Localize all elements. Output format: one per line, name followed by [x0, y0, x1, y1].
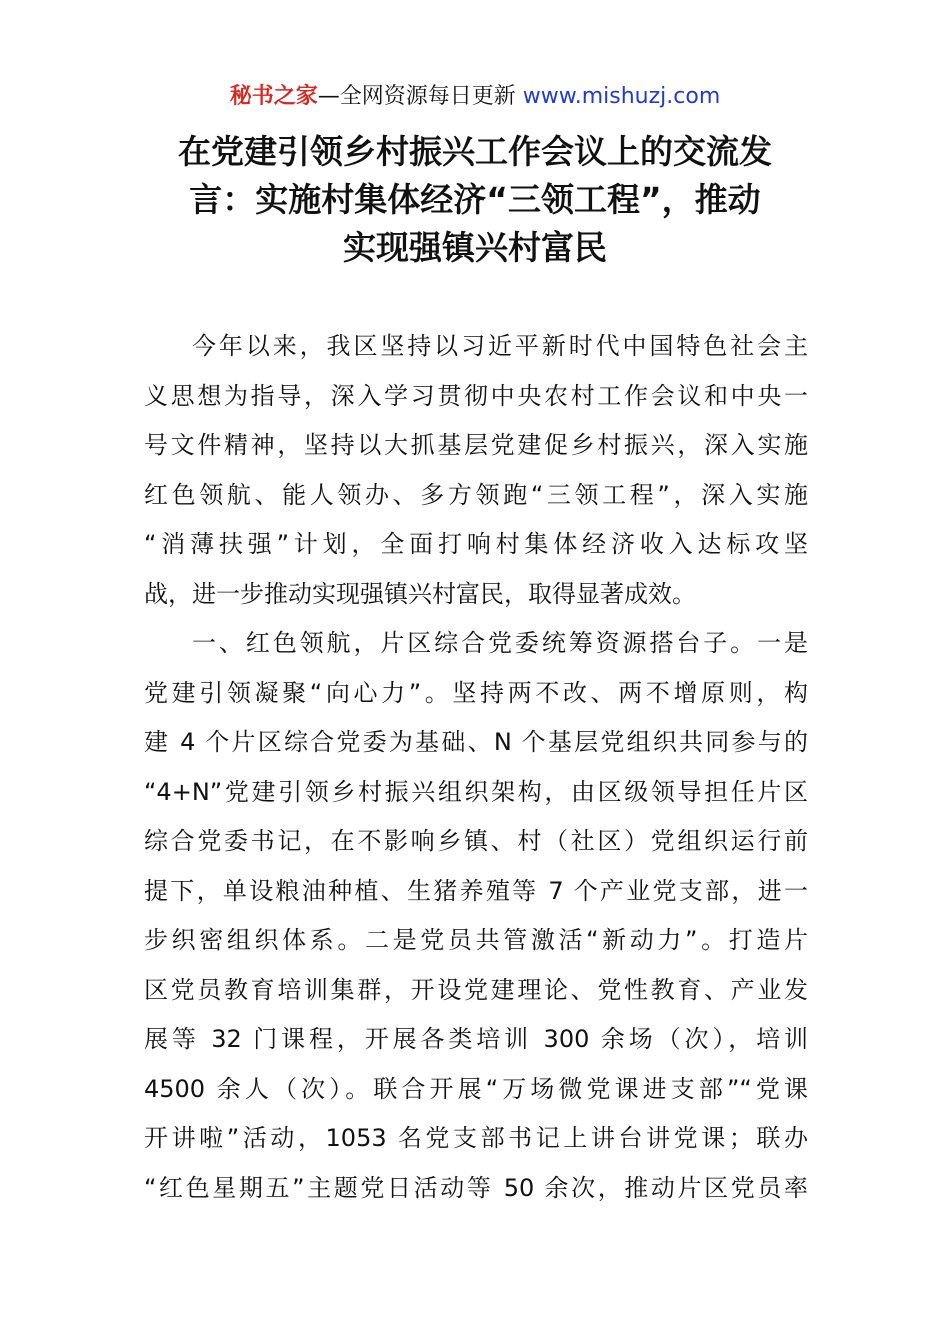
paragraph-line: 号文件精神，坚持以大抓基层党建促乡村振兴，深入实施: [144, 431, 808, 459]
paragraph-line: 党建引领凝聚“向心力”。坚持两不改、两不增原则，构: [144, 678, 808, 707]
title-line: 在党建引领乡村振兴工作会议上的交流发: [178, 132, 772, 171]
paragraph-line: “4+N”党建引领乡村振兴组织架构，由区级领导担任片区: [144, 777, 808, 806]
brand-name: 秘书之家: [229, 84, 318, 109]
paragraph-line: “红色星期五”主题党日活动等 50 余次，推动片区党员率: [144, 1173, 808, 1202]
site-url[interactable]: www.mishuzj.com: [522, 84, 721, 109]
paragraph-line: 义思想为指导，深入学习贯彻中央农村工作会议和中央一: [144, 381, 808, 410]
paragraph-line: 综合党委书记，在不影响乡镇、村（社区）党组织运行前: [144, 827, 808, 855]
paragraph-line: 今年以来，我区坚持以习近平新时代中国特色社会主: [192, 332, 808, 360]
site-header: [0, 82, 950, 112]
paragraph-line: 开讲啦”活动，1053 名党支部书记上讲台讲党课；联办: [144, 1124, 808, 1152]
document-title: [140, 128, 810, 272]
title-line: 言：实施村集体经济“三领工程”，推动: [189, 180, 761, 219]
title-line: 实现强镇兴村富民: [343, 228, 607, 267]
paragraph-line: 步织密组织体系。二是党员共管激活“新动力”。打造片: [144, 926, 808, 954]
paragraph-line: 4500 余人（次）。联合开展“万场微党课进支部”“党课: [144, 1074, 808, 1103]
paragraph-line: 建 4 个片区综合党委为基础、N 个基层党组织共同参与的: [144, 728, 808, 756]
paragraph-line: 区党员教育培训集群，开设党建理论、党性教育、产业发: [144, 975, 808, 1004]
paragraph-line: 一、红色领航，片区综合党委统筹资源搭台子。一是: [192, 629, 808, 657]
paragraph-line: 提下，单设粮油种植、生猪养殖等 7 个产业党支部，进一: [144, 876, 808, 905]
paragraph-line: 红色领航、能人领办、多方领跑“三领工程”，深入实施: [144, 480, 808, 509]
paragraph-line: 战，进一步推动实现强镇兴村富民，取得显著成效。: [144, 579, 696, 608]
document-body: [144, 322, 808, 1213]
paragraph-line: 展等 32 门课程，开展各类培训 300 余场（次），培训: [144, 1025, 808, 1053]
paragraph-line: “消薄扶强”计划，全面打响村集体经济收入达标攻坚: [144, 530, 808, 558]
header-tagline: —全网资源每日更新: [317, 84, 516, 109]
